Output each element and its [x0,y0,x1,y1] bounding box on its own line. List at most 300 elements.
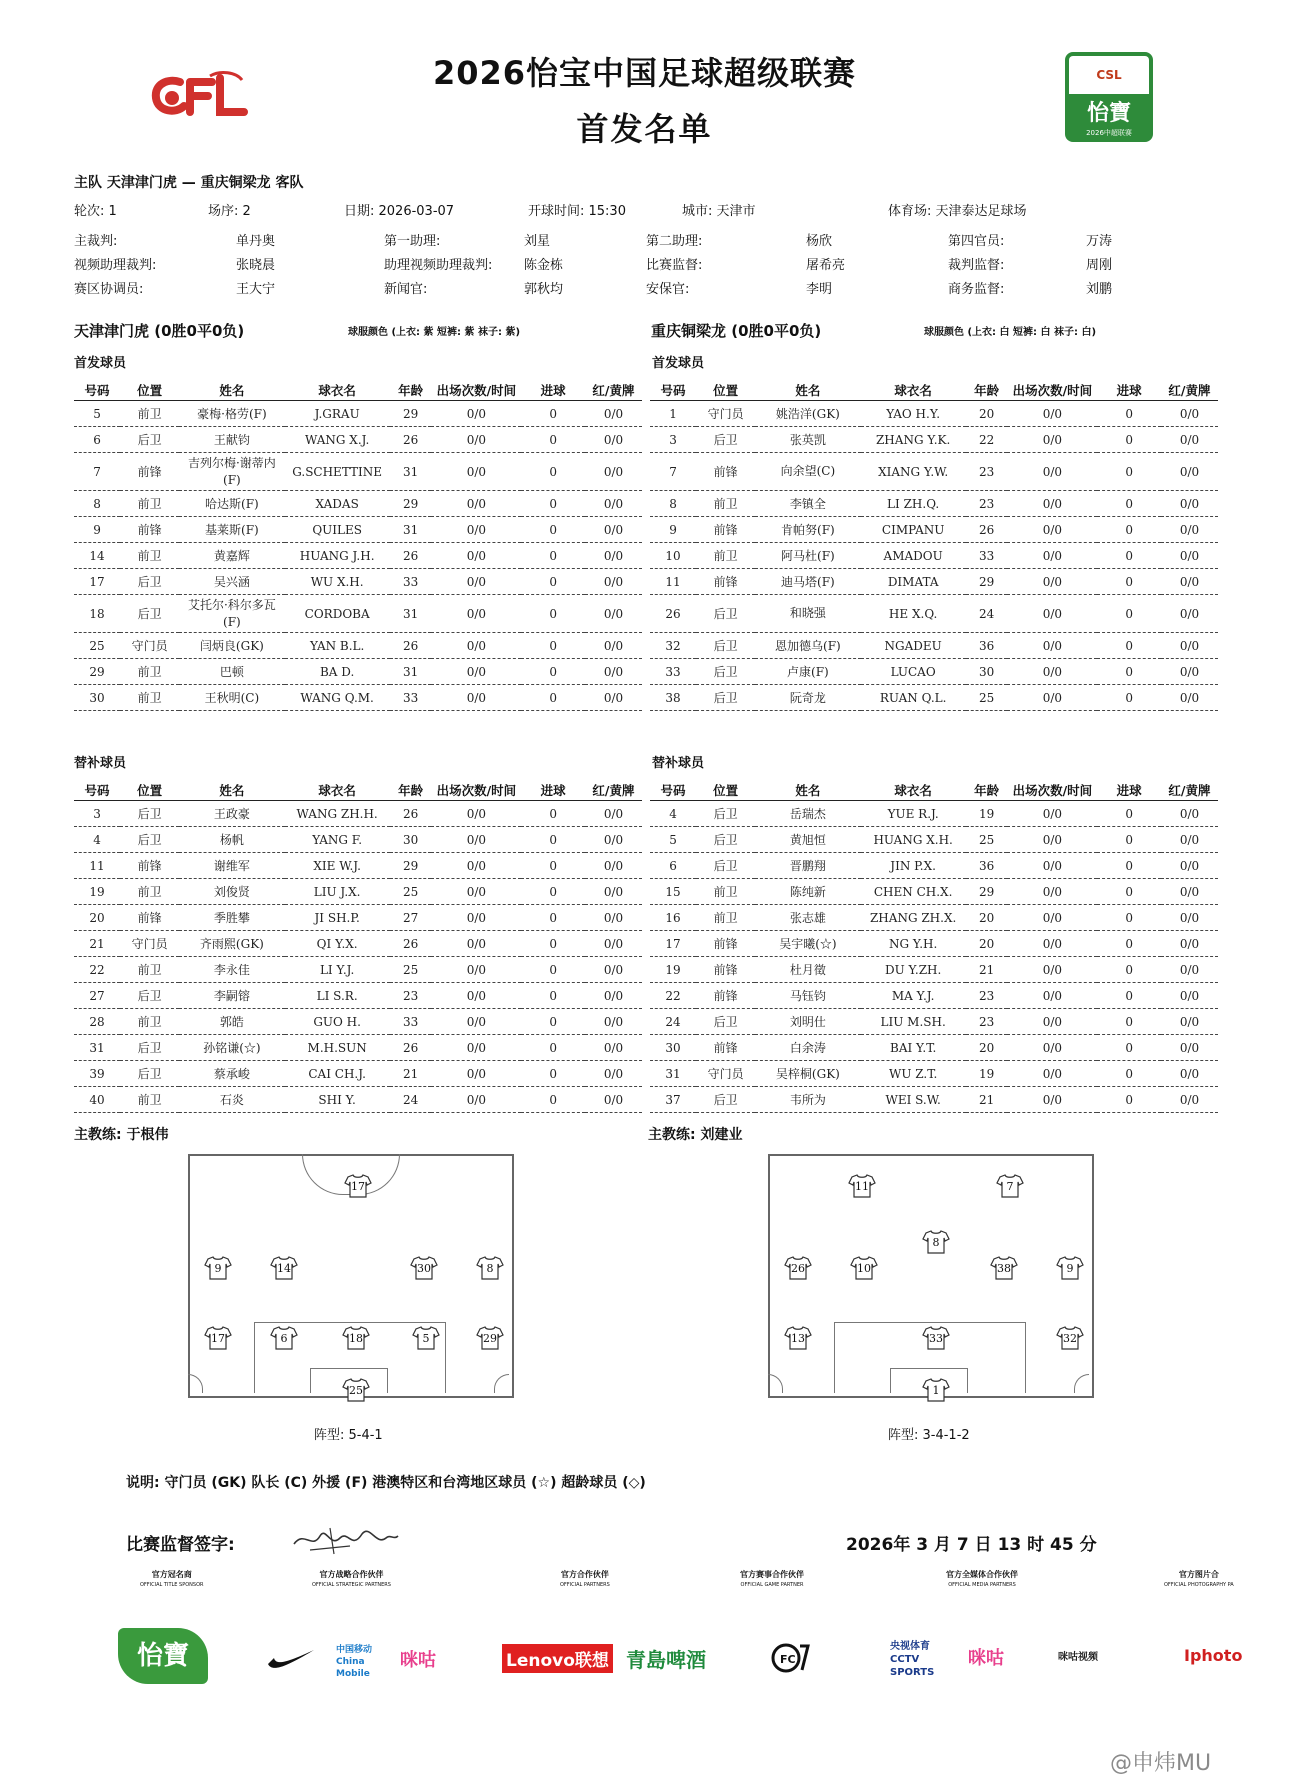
player-cell: 0 [521,543,585,569]
player-cell: 14 [74,543,120,569]
jersey-number: 6 [280,1332,288,1345]
sponsor-tier-en: OFFICIAL TITLE SPONSOR [140,1582,204,1588]
player-cell: 0 [1097,827,1161,853]
player-cell: 30 [966,659,1008,685]
player-cell: BA D. [285,659,390,685]
player-cell: 0/0 [1161,1035,1218,1061]
player-cell: 20 [966,401,1008,427]
player-cell: 0/0 [1161,543,1218,569]
player-cell: 0/0 [1007,685,1097,711]
player-cell: 0/0 [431,543,521,569]
player-cell: 33 [390,1009,432,1035]
player-cell: 0/0 [431,957,521,983]
jersey-number: 32 [1063,1332,1077,1345]
player-cell: 3 [650,427,696,453]
jersey-icon [270,1256,298,1280]
jersey-icon [344,1174,372,1198]
player-cell: 24 [390,1087,432,1113]
supervisor-signature [290,1520,400,1560]
player-cell: 0/0 [1161,685,1218,711]
signature-time: 2026年 3 月 7 日 13 时 45 分 [846,1535,1097,1555]
player-cell: 前锋 [696,983,755,1009]
player-cell: 0/0 [1007,659,1097,685]
player-row [74,801,642,827]
player-cell: 后卫 [696,595,755,633]
player-row [650,1061,1218,1087]
player-cell: 李嗣镕 [179,983,284,1009]
column-header: 号码 [74,780,120,801]
player-cell: 3 [74,801,120,827]
player-cell: 0 [521,1087,585,1113]
player-row [74,685,642,711]
player-cell: 0/0 [585,983,642,1009]
jersey-icon [922,1326,950,1350]
away-formation-label: 阵型: 3-4-1-2 [888,1428,970,1443]
sponsor-tier-cn: 官方冠名商 [151,1570,192,1579]
player-cell: 26 [390,1035,432,1061]
column-header: 进球 [521,380,585,401]
player-cell: 0/0 [1007,853,1097,879]
column-header: 号码 [650,780,696,801]
official-role-label: 裁判监督: [948,258,1005,273]
player-cell: J.GRAU [285,401,390,427]
venue-field: 体育场: 天津泰达足球场 [888,204,1027,219]
player-cell: 25 [74,633,120,659]
player-cell: 37 [650,1087,696,1113]
round-field: 轮次: 1 [74,204,117,219]
player-cell: GUO H. [285,1009,390,1035]
player-cell: 0/0 [585,543,642,569]
official-name: 周刚 [1086,258,1113,273]
official-role-label: 视频助理裁判: [74,258,157,273]
player-cell: 31 [650,1061,696,1087]
player-cell: 王秋明(C) [179,685,284,711]
player-cell: 33 [390,569,432,595]
player-cell: 后卫 [120,595,179,633]
player-cell: 哈达斯(F) [179,491,284,517]
player-cell: YAO H.Y. [861,401,966,427]
player-cell: 0/0 [431,685,521,711]
player-cell: 0 [1097,401,1161,427]
player-cell: 5 [650,827,696,853]
player-row [74,569,642,595]
column-header: 年龄 [966,780,1008,801]
player-cell: HE X.Q. [861,595,966,633]
column-header: 位置 [696,380,755,401]
player-cell: 26 [966,517,1008,543]
player-row [74,595,642,633]
player-cell: 7 [74,453,120,491]
player-cell: JI SH.P. [285,905,390,931]
player-cell: 24 [966,595,1008,633]
player-cell: 9 [74,517,120,543]
player-cell: 0/0 [1007,1009,1097,1035]
official-role-label: 第一助理: [384,234,441,249]
player-cell: 19 [966,1061,1008,1087]
player-cell: 0 [1097,801,1161,827]
jersey-number: 38 [997,1262,1011,1275]
jersey-icon [410,1256,438,1280]
column-header: 年龄 [966,380,1008,401]
table-header-row [74,380,642,401]
player-cell: 9 [650,517,696,543]
player-cell: 0 [521,453,585,491]
kickoff-field: 开球时间: 15:30 [528,204,626,219]
player-row [74,517,642,543]
player-cell: 26 [390,543,432,569]
official-role-label: 第二助理: [646,234,703,249]
player-cell: 后卫 [120,1061,179,1087]
column-header: 红/黄牌 [1161,780,1218,801]
player-cell: 36 [966,633,1008,659]
player-row [650,1087,1218,1113]
player-cell: 前锋 [120,905,179,931]
player-cell: 张志雄 [755,905,860,931]
column-header: 球衣名 [285,380,390,401]
player-cell: 迪马塔(F) [755,569,860,595]
jersey-icon [1056,1256,1084,1280]
player-cell: 0 [521,685,585,711]
player-cell: 后卫 [120,569,179,595]
player-cell: 前锋 [696,1035,755,1061]
player-cell: 31 [390,453,432,491]
player-cell: 后卫 [120,427,179,453]
player-row [74,491,642,517]
page-subtitle: 首发名单 [576,110,713,148]
player-cell: 0 [1097,491,1161,517]
player-cell: 0 [521,1035,585,1061]
player-cell: 白余涛 [755,1035,860,1061]
player-cell: 0 [1097,931,1161,957]
player-cell: ZHANG ZH.X. [861,905,966,931]
player-cell: 0/0 [1007,957,1097,983]
player-cell: 0/0 [1007,401,1097,427]
jersey-icon [850,1256,878,1280]
player-cell: 吴宇曦(☆) [755,931,860,957]
column-header: 年龄 [390,780,432,801]
home-coach: 主教练: 于根伟 [74,1127,169,1143]
csl-badge-brand: 怡寶 [1086,100,1131,126]
player-cell: 26 [390,427,432,453]
player-cell: 0/0 [431,427,521,453]
player-cell: 0/0 [1007,1035,1097,1061]
player-cell: 17 [650,931,696,957]
player-cell: G.SCHETTINE [285,453,390,491]
sponsor-tier-en: OFFICIAL PARTNERS [560,1582,610,1588]
player-cell: HUANG X.H. [861,827,966,853]
player-cell: 0 [1097,569,1161,595]
player-cell: 0 [1097,517,1161,543]
player-cell: 0/0 [431,401,521,427]
player-row [650,633,1218,659]
home-starters-label: 首发球员 [74,356,127,371]
player-cell: 1 [650,401,696,427]
player-cell: 8 [650,491,696,517]
legend-note: 说明: 守门员 (GK) 队长 (C) 外援 (F) 港澳特区和台湾地区球员 (☆) 超龄球员 (◇) [126,1475,646,1491]
home-starters-table [74,380,642,711]
player-cell: 0/0 [585,569,642,595]
player-cell: HUANG J.H. [285,543,390,569]
player-cell: 前锋 [120,853,179,879]
player-cell: 0/0 [1007,633,1097,659]
player-cell: DU Y.ZH. [861,957,966,983]
player-row [650,827,1218,853]
player-cell: 29 [74,659,120,685]
jersey-number: 26 [791,1262,805,1275]
player-cell: 33 [966,543,1008,569]
player-cell: 后卫 [120,801,179,827]
signature-label: 比赛监督签字: [126,1535,235,1555]
sponsor-tier-en: OFFICIAL GAME PARTNER [740,1582,804,1588]
official-role-label: 新闻官: [384,282,428,297]
sponsor-tier-label [1164,1570,1234,1590]
player-cell: CAI CH.J. [285,1061,390,1087]
player-cell: 21 [966,957,1008,983]
player-cell: 0/0 [585,1009,642,1035]
player-cell: WANG ZH.H. [285,801,390,827]
home-formation-pitch [188,1154,514,1398]
player-cell: 前卫 [120,879,179,905]
csl-badge-top: CSL [1069,56,1149,94]
player-cell: 0 [521,659,585,685]
player-cell: 25 [390,879,432,905]
player-cell: 23 [966,453,1008,491]
player-cell: LUCAO [861,659,966,685]
player-cell: 19 [650,957,696,983]
column-header: 红/黄牌 [585,380,642,401]
official-role-label: 赛区协调员: [74,282,144,297]
player-cell: WANG X.J. [285,427,390,453]
player-cell: 前锋 [696,931,755,957]
player-cell: 33 [390,685,432,711]
player-cell: 0/0 [1007,1087,1097,1113]
column-header: 红/黄牌 [1161,380,1218,401]
player-cell: 31 [390,595,432,633]
migu-logo: 咪咕 [400,1650,436,1671]
player-row [650,569,1218,595]
player-cell: 0 [1097,633,1161,659]
jersey-number: 30 [417,1262,431,1275]
column-header: 球衣名 [285,780,390,801]
player-cell: 20 [966,1035,1008,1061]
teams-line: 主队 天津津门虎 — 重庆铜梁龙 客队 [74,175,304,191]
player-cell: 0/0 [585,931,642,957]
player-cell: 0 [1097,685,1161,711]
player-cell: 16 [650,905,696,931]
player-cell: 前卫 [120,1009,179,1035]
jersey-number: 33 [929,1332,943,1345]
player-cell: 33 [650,659,696,685]
away-coach: 主教练: 刘建业 [648,1127,743,1143]
player-row [650,401,1218,427]
home-subs-label: 替补球员 [74,756,127,771]
player-cell: 0/0 [431,1087,521,1113]
player-cell: 0/0 [1161,931,1218,957]
player-row [650,1035,1218,1061]
official-name: 单丹奥 [236,234,276,249]
player-cell: 0/0 [431,595,521,633]
jersey-icon [204,1256,232,1280]
date-field: 日期: 2026-03-07 [344,204,455,219]
column-header: 红/黄牌 [585,780,642,801]
player-cell: 0/0 [585,957,642,983]
player-cell: 谢维军 [179,853,284,879]
official-name: 王大宁 [236,282,276,297]
player-cell: 前卫 [120,543,179,569]
official-role-label: 第四官员: [948,234,1005,249]
player-cell: 0/0 [431,931,521,957]
sponsor-tier-cn: 官方战略合作伙伴 [319,1570,384,1579]
player-cell: 阿马杜(F) [755,543,860,569]
player-cell: 守门员 [696,401,755,427]
player-cell: 10 [650,543,696,569]
player-cell: 杜月徵 [755,957,860,983]
official-name: 刘星 [524,234,551,249]
csl-badge [1065,52,1153,142]
player-cell: YUE R.J. [861,801,966,827]
player-cell: 29 [966,879,1008,905]
player-cell: 吴梓桐(GK) [755,1061,860,1087]
player-cell: 0 [521,633,585,659]
player-cell: 0/0 [1007,453,1097,491]
player-cell: 0/0 [585,595,642,633]
player-cell: 闫炳良(GK) [179,633,284,659]
player-row [74,427,642,453]
player-cell: 后卫 [696,633,755,659]
player-cell: CHEN CH.X. [861,879,966,905]
sponsor-tier-label [740,1570,804,1590]
player-row [74,1061,642,1087]
player-cell: 29 [966,569,1008,595]
player-cell: 0/0 [431,879,521,905]
player-cell: 0/0 [431,453,521,491]
column-header: 姓名 [179,780,284,801]
player-cell: 吴兴涵 [179,569,284,595]
yibao-logo: 怡寶 [118,1628,208,1684]
column-header: 位置 [120,780,179,801]
player-cell: RUAN Q.L. [861,685,966,711]
player-cell: 豪梅·格劳(F) [179,401,284,427]
player-cell: 向余望(C) [755,453,860,491]
jersey-number: 14 [277,1262,291,1275]
player-cell: 0/0 [1161,453,1218,491]
official-role-label: 比赛监督: [646,258,703,273]
player-cell: 0/0 [1161,801,1218,827]
player-cell: 0 [1097,1035,1161,1061]
player-cell: 36 [966,853,1008,879]
jersey-icon [848,1174,876,1198]
player-cell: 0/0 [585,827,642,853]
player-cell: 0/0 [585,801,642,827]
player-cell: 15 [650,879,696,905]
player-cell: 28 [74,1009,120,1035]
player-cell: 前卫 [120,401,179,427]
player-cell: 0/0 [1161,1009,1218,1035]
player-row [650,543,1218,569]
player-cell: 11 [650,569,696,595]
player-row [650,491,1218,517]
player-cell: XIANG Y.W. [861,453,966,491]
player-cell: 后卫 [120,983,179,1009]
jersey-number: 17 [211,1332,225,1345]
player-cell: 后卫 [696,853,755,879]
player-cell: 后卫 [696,1087,755,1113]
player-cell: 0 [1097,453,1161,491]
player-cell: 0/0 [1007,595,1097,633]
player-cell: MA Y.J. [861,983,966,1009]
player-cell: 0 [1097,595,1161,633]
player-cell: 守门员 [120,633,179,659]
player-row [74,879,642,905]
player-cell: 0/0 [585,633,642,659]
player-row [74,931,642,957]
player-row [650,1009,1218,1035]
official-name: 刘鹏 [1086,282,1113,297]
table-header-row [74,780,642,801]
home-kit-colors: 球服颜色 (上衣: 紫 短裤: 紫 袜子: 紫) [348,327,521,338]
player-cell: QUILES [285,517,390,543]
jersey-number: 7 [1006,1180,1014,1193]
player-cell: 4 [74,827,120,853]
player-row [74,453,642,491]
column-header: 进球 [1097,380,1161,401]
player-cell: 0/0 [1161,983,1218,1009]
player-cell: 38 [650,685,696,711]
player-cell: 0/0 [585,905,642,931]
player-cell: 23 [966,983,1008,1009]
player-cell: 李永佳 [179,957,284,983]
player-cell: 后卫 [696,801,755,827]
player-cell: M.H.SUN [285,1035,390,1061]
player-cell: 0 [521,905,585,931]
player-cell: 0/0 [1161,853,1218,879]
official-role-label: 商务监督: [948,282,1005,297]
jersey-icon [204,1326,232,1350]
sponsor-tier-label [140,1570,204,1590]
player-row [650,517,1218,543]
table-header-row [650,380,1218,401]
sponsor-tier-cn: 官方图片合 [1178,1570,1219,1579]
player-cell: 11 [74,853,120,879]
player-cell: 39 [74,1061,120,1087]
player-cell: 0/0 [585,853,642,879]
player-cell: 0 [521,983,585,1009]
player-cell: 6 [74,427,120,453]
column-header: 进球 [521,780,585,801]
home-subs-table [74,780,642,1113]
jersey-icon [922,1378,950,1402]
sponsor-tier-cn: 官方赛事合作伙伴 [740,1570,804,1579]
player-cell: JIN P.X. [861,853,966,879]
player-cell: YAN B.L. [285,633,390,659]
player-cell: 26 [390,633,432,659]
jersey-icon [476,1256,504,1280]
player-cell: 0/0 [585,1087,642,1113]
iphoto-logo: Iphoto [1184,1646,1243,1665]
player-cell: 张英凯 [755,427,860,453]
player-cell: 前锋 [696,957,755,983]
china-mobile-logo: 中国移动 China Mobile [336,1645,373,1679]
column-header: 姓名 [755,380,860,401]
player-cell: 6 [650,853,696,879]
away-kit-colors: 球服颜色 (上衣: 白 短裤: 白 袜子: 白) [924,327,1097,338]
player-cell: 吉列尔梅·谢蒂内(F) [179,453,284,491]
player-cell: 31 [390,659,432,685]
player-cell: 0/0 [1161,569,1218,595]
player-cell: 齐雨熙(GK) [179,931,284,957]
player-cell: 4 [650,801,696,827]
jersey-number: 13 [791,1332,805,1345]
